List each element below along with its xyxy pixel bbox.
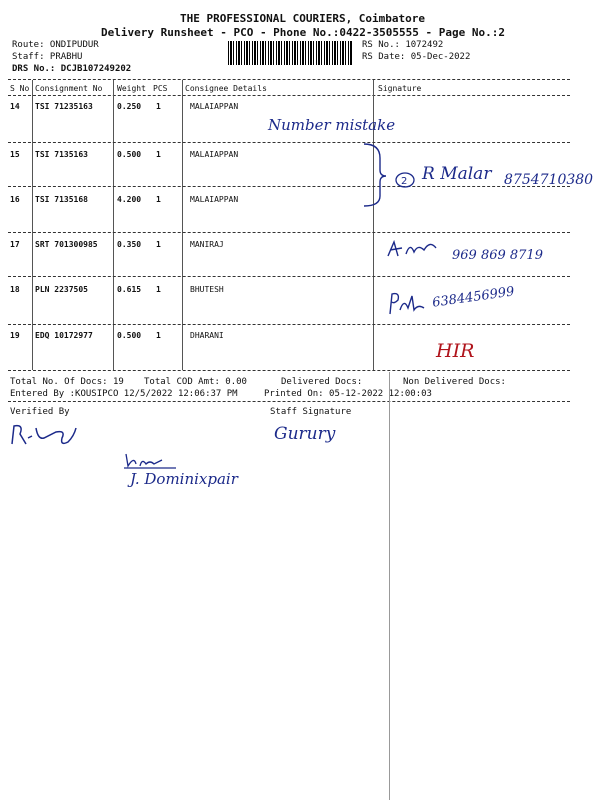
route-label: Route: ONDIPUDUR [12,40,99,50]
signature-scribble [384,288,432,318]
company-name: THE PROFESSIONAL COURIERS, Coimbatore [180,12,426,25]
non-delivered-docs: Non Delivered Docs: [403,377,506,387]
row-weight: 4.200 [117,195,142,204]
col-consignee: Consignee Details [185,84,267,93]
row-consignment: TSI 7135168 [35,195,88,204]
row-sno: 15 [10,150,20,159]
row-consignment: SRT 701300985 [35,240,98,249]
row-divider [8,324,570,325]
divider [8,95,570,96]
row-consignee: MANIRAJ [190,240,224,249]
rs-date: RS Date: 05-Dec-2022 [362,52,471,62]
divider [8,401,570,402]
signature-scribble [384,236,444,262]
handwritten-mark: HIR [436,340,475,362]
row-divider [8,276,570,277]
row-sno: 18 [10,285,20,294]
staff-signature: Gurury [274,424,336,444]
column-rule [113,80,114,370]
staff-signature-label: Staff Signature [270,407,352,417]
handwritten-note: Number mistake [268,116,396,134]
svg-text:2: 2 [401,176,408,187]
phone-number: 8754710380 [504,172,594,188]
column-rule [32,80,33,370]
phone-number: 969 869 8719 [452,248,543,263]
signature-initials [120,450,180,470]
phone-number: 6384456999 [431,284,516,311]
row-divider [8,232,570,233]
row-weight: 0.250 [117,102,142,111]
runsheet-subtitle: Delivery Runsheet - PCO - Phone No.:0422-3505555 - Page No.:2 [101,26,505,39]
row-weight: 0.500 [117,331,142,340]
delivered-docs: Delivered Docs: [281,377,363,387]
row-pcs: 1 [156,285,161,294]
entered-by: Entered By :KOUSIPCO 12/5/2022 12:06:37 PM [10,389,238,399]
barcode [228,41,352,65]
row-consignee: MALAIAPPAN [190,150,239,159]
circled-2-mark [394,170,416,190]
col-signature: Signature [378,84,422,93]
rs-number: RS No.: 1072492 [362,40,444,50]
row-sno: 14 [10,102,20,111]
divider [8,79,570,80]
row-divider [8,142,570,143]
total-docs: Total No. Of Docs: 19 [10,377,124,387]
total-cod: Total COD Amt: 0.00 [144,377,247,387]
handwritten-name: J. Dominixpair [130,470,238,488]
column-rule [182,80,183,370]
row-sno: 19 [10,331,20,340]
row-sno: 17 [10,240,20,249]
row-pcs: 1 [156,331,161,340]
row-consignee: BHUTESH [190,285,224,294]
col-pcs: PCS [153,84,168,93]
col-weight: Weight [117,84,146,93]
row-consignment: EDQ 10172977 [35,331,93,340]
row-pcs: 1 [156,240,161,249]
drs-number: DRS No.: DCJB107249202 [12,64,132,74]
row-consignment: PLN 2237505 [35,285,88,294]
signature-r-malar: R Malar [422,164,492,184]
row-pcs: 1 [156,195,161,204]
row-consignment: TSI 7135163 [35,150,88,159]
row-weight: 0.500 [117,150,142,159]
row-divider [8,370,570,371]
row-consignee: MALAIAPPAN [190,102,239,111]
bracket-mark [360,140,390,210]
staff-label: Staff: PRABHU [12,52,83,62]
col-sno: S No [10,84,30,93]
row-consignment: TSI 71235163 [35,102,93,111]
row-pcs: 1 [156,150,161,159]
row-divider [8,186,570,187]
row-sno: 16 [10,195,20,204]
row-weight: 0.615 [117,285,142,294]
row-consignee: MALAIAPPAN [190,195,239,204]
row-consignee: DHARANI [190,331,224,340]
col-consignment: Consignment No [35,84,103,93]
row-weight: 0.350 [117,240,142,249]
page-edge-line [389,372,390,800]
row-pcs: 1 [156,102,161,111]
printed-on: Printed On: 05-12-2022 12:00:03 [264,389,432,399]
verifier-signature [8,420,88,450]
verified-by-label: Verified By [10,407,70,417]
